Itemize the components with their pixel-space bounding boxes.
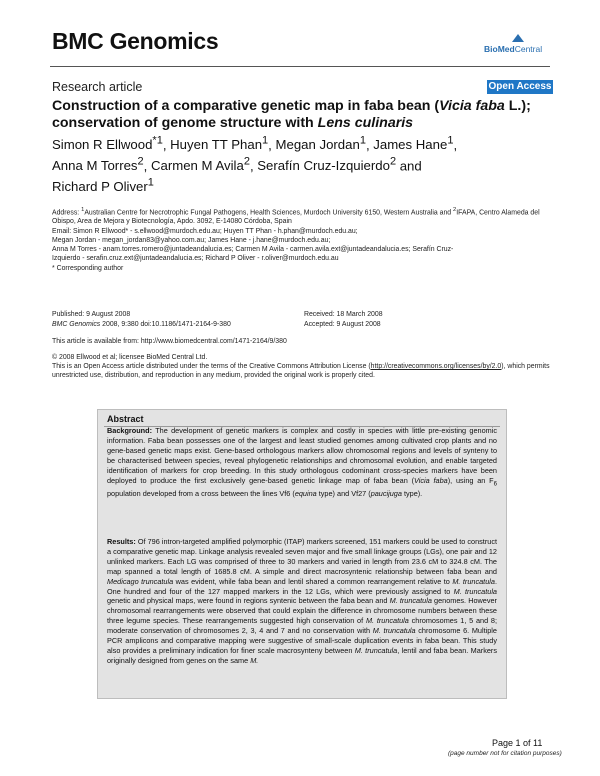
- author[interactable]: James Hane$^1$: [373, 135, 454, 153]
- open-access-badge: Open Access: [488, 81, 552, 92]
- author[interactable]: Simon R Ellwood$^{*1}$: [52, 135, 163, 153]
- affiliations: Address: $^1$Australian Centre for Necrotrophic Fungal Pathogens, Health Sciences, Murdoch University 6150, Western Australia and $^2$IFAPA, Centro Alameda del Obispo, Area de Mejora y Biotecnología, Apdo. 3092, E-14080 Córdoba, Spain: [52, 207, 540, 226]
- corresponding-author-note: * Corresponding author: [52, 265, 124, 272]
- logo-triangle-icon: [512, 34, 524, 42]
- email-line[interactable]: Anna M Torres - anam.torres.romero@juntadeandalucia.es; Carmen M Avila - carmen.avila.ext@juntadeandalucia.es; Serafín Cruz-: [52, 246, 454, 254]
- email-list: [52, 227, 552, 263]
- citation-meta: BMC Genomics 2008, 9:380 doi:10.1186/1471-2164-9-380: [52, 321, 231, 328]
- received-date: Received: 18 March 2008: [304, 311, 383, 318]
- article-url[interactable]: This article is available from: http://www.biomedcentral.com/1471-2164/9/380: [52, 338, 287, 345]
- author[interactable]: Huyen TT Phan$^1$: [170, 135, 269, 153]
- abstract-heading: Abstract: [107, 414, 144, 424]
- abstract-box: [97, 409, 507, 699]
- accepted-date: Accepted: 9 August 2008: [304, 321, 381, 328]
- header-rule: [50, 66, 550, 67]
- license-text: This is an Open Access article distributed under the terms of the Creative Commons Attribution License (http://creativecommons.org/licenses/by/2.0), which permits unrestricted use, distribution, and reproduction in any medium, provided the original work is properly cited.: [52, 363, 550, 380]
- journal-title: BMC Genomics: [52, 28, 219, 54]
- author[interactable]: Carmen M Avila$^2$: [150, 155, 250, 174]
- published-date: Published: 9 August 2008: [52, 311, 131, 318]
- copyright: © 2008 Ellwood et al; licensee BioMed Central Ltd.: [52, 354, 208, 361]
- article-title: Construction of a comparative genetic map in faba bean (Vicia faba L.); conservation of genome structure with Lens culinaris: [52, 98, 531, 131]
- email-line[interactable]: Izquierdo - serafin.cruz.ext@juntadeandalucia.es; Richard P Oliver - r.oliver@murdoch.edu.au: [52, 255, 339, 263]
- abstract-background: Background: The development of genetic markers is complex and costly in species with little pre-existing genomic information. Faba bean possesses one of the largest and least studied genomes among cultivated crop plants and no gene-based genetic maps exist. Gene-based orthologous markers allow chromosomal regions and levels of synteny to be characterised between species, reveal phylogenetic relationships and chromosomal evolution, and enable targeted identification of markers for crop breeding. In this study orthologous codominant cross-species markers have been deployed to produce the first exclusively gene-based genetic linkage map of faba bean (Vicia faba), using an $F_6$ population developed from a cross between the lines Vf6 (equina type) and Vf27 (paucijuga type).: [107, 426, 498, 498]
- license-link[interactable]: http://creativecommons.org/licenses/by/2.0: [370, 363, 502, 370]
- author-list: Simon R Ellwood$^{*1}$, Huyen TT Phan$^1$, Megan Jordan$^1$, James Hane$^1$, Anna M Torres$^2$, Carmen M Avila$^2$, Serafín Cruz-Izquierdo$^2$ and Richard P Oliver$^1$: [52, 135, 458, 195]
- author[interactable]: Anna M Torres$^2$: [52, 155, 144, 174]
- author[interactable]: Megan Jordan$^1$: [275, 135, 366, 153]
- email-line[interactable]: Email: Simon R Ellwood* - s.ellwood@murdoch.edu.au; Huyen TT Phan - h.phan@murdoch.edu.au;: [52, 228, 358, 235]
- abstract-results: Results: Of 796 intron-targeted amplified polymorphic (ITAP) markers screened, 151 markers could be used to construct a comparative genetic map. Linkage analysis revealed seven major and five small linkage groups (LGs), one pair and 12 unlinked markers. Each LG was comprised of three to 30 markers and varied in length from 23.6 cM to 324.8 cM. The map spanned a total length of 1685.8 cM. A simple and direct macrosyntenic relationship between faba bean and Medicago truncatula was evident, while faba bean and lentil shared a common rearrangement relative to M. truncatula. One hundred and four of the 127 mapped markers in the 12 LGs, which were previously assigned to M. truncatula genetic and physical maps, were found in regions syntenic between the faba bean and M. truncatula genomes. However chromosomal rearrangements were observed that could explain the difference in chromosome numbers between these three legume species. These rearrangements suggested high conservation of M. truncatula chromosomes 1, 5 and 8; moderate conservation of chromosomes 2, 3, 4 and 7 and no conservation with M. truncatula chromosome 6. Multiple PCR amplicons and comparative mapping were suggestive of small-scale duplication events in faba bean. This study also provides a preliminary indication for finer scale macrosynteny between M. truncatula, lentil and faba bean. Markers originally designed from genes on the same M.: [107, 537, 497, 665]
- article-type: Research article: [52, 80, 143, 94]
- logo-text: BioMedCentral: [484, 44, 543, 54]
- author[interactable]: Serafín Cruz-Izquierdo$^2$: [257, 155, 397, 174]
- author[interactable]: Richard P Oliver$^1$: [52, 176, 154, 195]
- email-line[interactable]: Megan Jordan - megan_jordan83@yahoo.com.au; James Hane - j.hane@murdoch.edu.au;: [52, 237, 331, 245]
- page-number-note: (page number not for citation purposes): [448, 750, 562, 757]
- biomed-central-logo: [484, 36, 556, 58]
- page-number: Page 1 of 11: [492, 738, 543, 748]
